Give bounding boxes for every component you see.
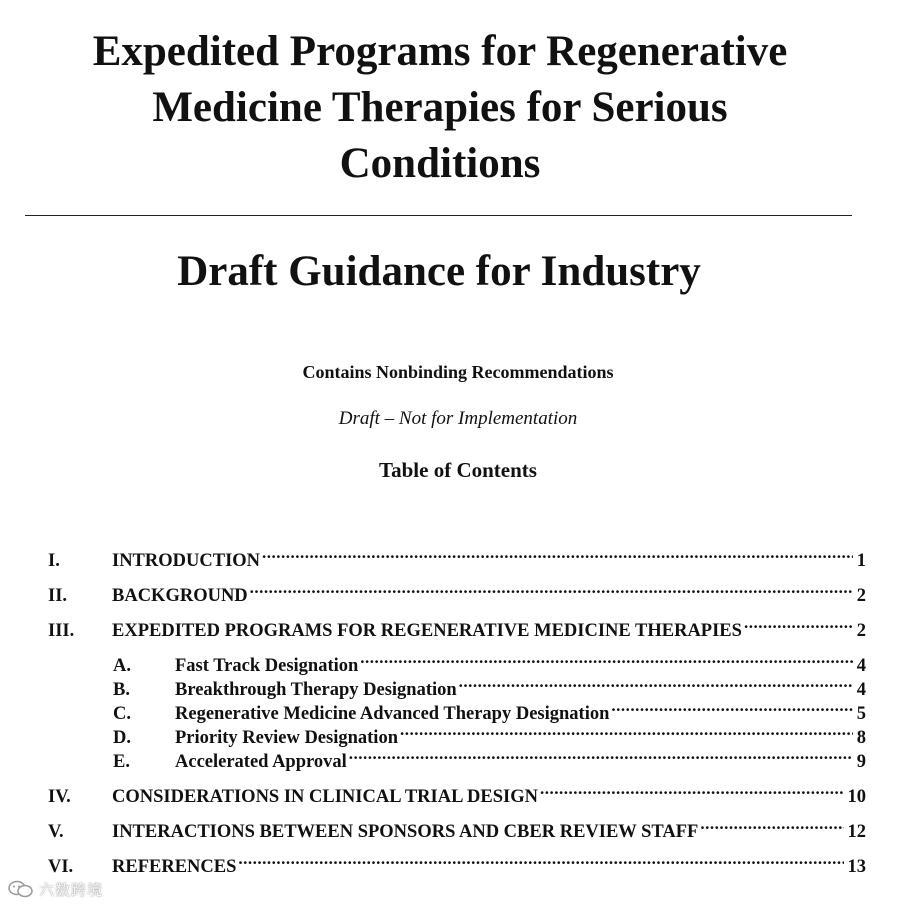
toc-entry-number: B. xyxy=(113,680,130,700)
toc-entry-page: 10 xyxy=(847,787,866,807)
toc-entry-page: 1 xyxy=(856,551,866,571)
toc-entry-expedited-programs[interactable] xyxy=(48,612,866,641)
toc-entry-introduction[interactable] xyxy=(48,542,866,571)
toc-entry-page: 12 xyxy=(847,822,866,842)
toc-entry-page: 5 xyxy=(856,704,866,724)
toc-entry-page: 4 xyxy=(856,656,866,676)
toc-entry-title: Breakthrough Therapy Designation xyxy=(175,680,457,700)
toc-entry-page: 4 xyxy=(856,680,866,700)
toc-entry-page: 13 xyxy=(847,857,866,877)
toc-dot-leader xyxy=(262,542,853,566)
toc-entry-page: 8 xyxy=(856,728,866,748)
document-title xyxy=(0,24,880,192)
toc-entry-page: 9 xyxy=(856,752,866,772)
toc-entry-title: Regenerative Medicine Advanced Therapy Designation xyxy=(175,704,610,724)
toc-entry-number: C. xyxy=(113,704,131,724)
toc-entry-number: III. xyxy=(48,621,75,641)
toc-dot-leader xyxy=(459,671,853,695)
toc-entry-title: BACKGROUND xyxy=(112,586,248,606)
toc-entry-clinical-trial-design[interactable] xyxy=(48,778,866,807)
toc-dot-leader xyxy=(238,848,843,872)
toc-entry-title: Fast Track Designation xyxy=(175,656,359,676)
toc-entry-title: Accelerated Approval xyxy=(175,752,347,772)
toc-entry-title: INTERACTIONS BETWEEN SPONSORS AND CBER REVIEW STAFF xyxy=(112,822,699,842)
toc-entry-title: EXPEDITED PROGRAMS FOR REGENERATIVE MEDICINE THERAPIES xyxy=(112,621,742,641)
title-line-1: Expedited Programs for Regenerative xyxy=(92,28,788,75)
toc-heading: Table of Contents xyxy=(379,458,537,482)
title-divider xyxy=(25,215,852,216)
toc-entry-number: V. xyxy=(48,822,64,842)
toc-entry-page: 2 xyxy=(856,621,866,641)
toc-entry-number: II. xyxy=(48,586,68,606)
document-subtitle: Draft Guidance for Industry xyxy=(177,248,701,295)
toc-entry-references[interactable] xyxy=(48,848,866,877)
toc-entry-title: CONSIDERATIONS IN CLINICAL TRIAL DESIGN xyxy=(112,787,538,807)
toc-entry-title: Priority Review Designation xyxy=(175,728,398,748)
toc-dot-leader xyxy=(250,577,853,601)
toc-entry-number: E. xyxy=(113,752,130,772)
toc-entry-number: IV. xyxy=(48,787,71,807)
toc-dot-leader xyxy=(611,695,852,719)
toc-entry-priority-review[interactable] xyxy=(113,719,866,748)
toc-entry-number: D. xyxy=(113,728,131,748)
watermark-text: 六数跨境 xyxy=(39,880,104,899)
draft-note: Draft – Not for Implementation xyxy=(338,408,578,429)
toc-entry-rmat-designation[interactable] xyxy=(113,695,866,724)
toc-entry-interactions[interactable] xyxy=(48,813,866,842)
toc-dot-leader xyxy=(540,778,844,802)
toc-dot-leader xyxy=(400,719,853,743)
nonbinding-note: Contains Nonbinding Recommendations xyxy=(302,362,614,382)
toc-entry-fast-track[interactable] xyxy=(113,647,866,676)
toc-entry-number: VI. xyxy=(48,857,74,877)
watermark xyxy=(6,878,103,900)
toc-entry-accelerated-approval[interactable] xyxy=(113,743,866,772)
toc-entry-title: INTRODUCTION xyxy=(112,551,261,571)
toc-entry-title: REFERENCES xyxy=(112,857,237,877)
toc-entry-page: 2 xyxy=(856,586,866,606)
wechat-logo-icon xyxy=(6,880,36,898)
toc-entry-number: A. xyxy=(113,656,131,676)
toc-dot-leader xyxy=(349,743,853,767)
toc-dot-leader xyxy=(360,647,852,671)
toc-dot-leader xyxy=(744,612,853,636)
toc-entry-breakthrough-therapy[interactable] xyxy=(113,671,866,700)
toc-entry-background[interactable] xyxy=(48,577,866,606)
title-line-3: Conditions xyxy=(339,140,541,187)
toc-entry-number: I. xyxy=(48,551,60,571)
toc-dot-leader xyxy=(700,813,843,837)
title-line-2: Medicine Therapies for Serious xyxy=(152,84,728,131)
